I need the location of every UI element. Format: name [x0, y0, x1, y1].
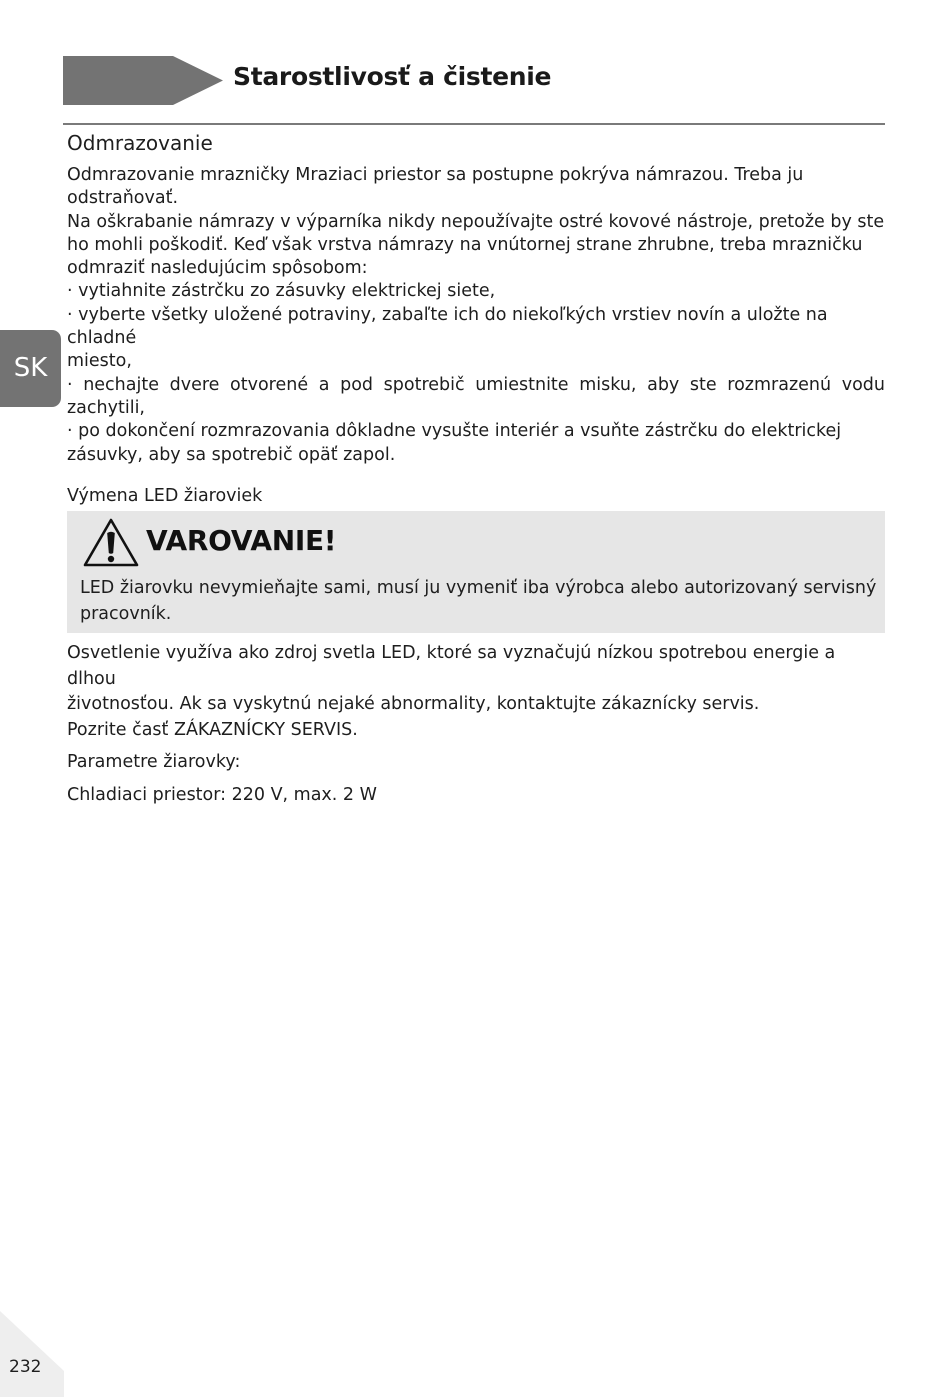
- defrost-step-cont: miesto,: [67, 351, 132, 372]
- defrost-step: · vyberte všetky uložené potraviny, zabaľte ich do niekoľkých vrstiev novín a uložte na chladné: [67, 304, 828, 349]
- page-corner-shape: [0, 1311, 64, 1397]
- language-tab: SK: [0, 330, 61, 407]
- warning-text: [80, 575, 880, 627]
- led-description: [67, 641, 885, 808]
- section-title-led: Výmena LED žiaroviek: [67, 486, 263, 506]
- defrost-step-cont: zachytili,: [67, 397, 145, 418]
- defrost-step: · nechajte dvere otvorené a pod spotrebič umiestnite misku, aby ste rozmrazenú vodu: [67, 374, 885, 395]
- page-title: Starostlivosť a čistenie: [233, 62, 552, 91]
- params-value: Chladiaci priestor: 220 V, max. 2 W: [67, 784, 377, 805]
- warning-line: pracovník.: [80, 604, 172, 624]
- warning-line: LED žiarovku nevymieňajte sami, musí ju vymeniť iba výrobca alebo autorizovaný servisný: [80, 578, 877, 598]
- defrost-line: Odmrazovanie mrazničky Mraziaci priestor sa postupne pokrýva námrazou. Treba ju: [67, 165, 804, 185]
- warning-title: VAROVANIE!: [146, 524, 337, 557]
- warning-triangle-icon: [82, 517, 140, 569]
- header-arrow-shape: [63, 56, 223, 105]
- defrost-line: odmraziť nasledujúcim spôsobom:: [67, 258, 368, 279]
- led-body-line: Osvetlenie využíva ako zdroj svetla LED, ktoré sa vyznačujú nízkou spotrebou energie a dlhou: [67, 643, 836, 689]
- defrost-line: ho mohli poškodiť. Keď však vrstva námrazy na vnútornej strane zhrubne, treba mrazničku: [67, 234, 863, 255]
- defrost-step: · vytiahnite zástrčku zo zásuvky elektrickej siete,: [67, 281, 496, 302]
- warning-box: [67, 511, 885, 633]
- led-body-line: životnosťou. Ak sa vyskytnú nejaké abnormality, kontaktujte zákaznícky servis.: [67, 694, 760, 714]
- section-title-defrost: Odmrazovanie: [67, 131, 213, 155]
- params-label: Parametre žiarovky:: [67, 752, 241, 772]
- defrost-line: Na oškrabanie námrazy v výparníka nikdy nepoužívajte ostré kovové nástroje, pretože by ste: [67, 211, 885, 232]
- led-body-line: Pozrite časť ZÁKAZNÍCKY SERVIS.: [67, 719, 358, 740]
- defrost-line: odstraňovať.: [67, 188, 179, 209]
- header-divider: [63, 123, 885, 125]
- page-number: 232: [9, 1357, 42, 1377]
- defrost-step: · po dokončení rozmrazovania dôkladne vysušte interiér a vsuňte zástrčku do elektrickej: [67, 421, 842, 442]
- defrost-paragraph: [67, 164, 885, 467]
- defrost-step-cont: zásuvky, aby sa spotrebič opäť zapol.: [67, 444, 396, 465]
